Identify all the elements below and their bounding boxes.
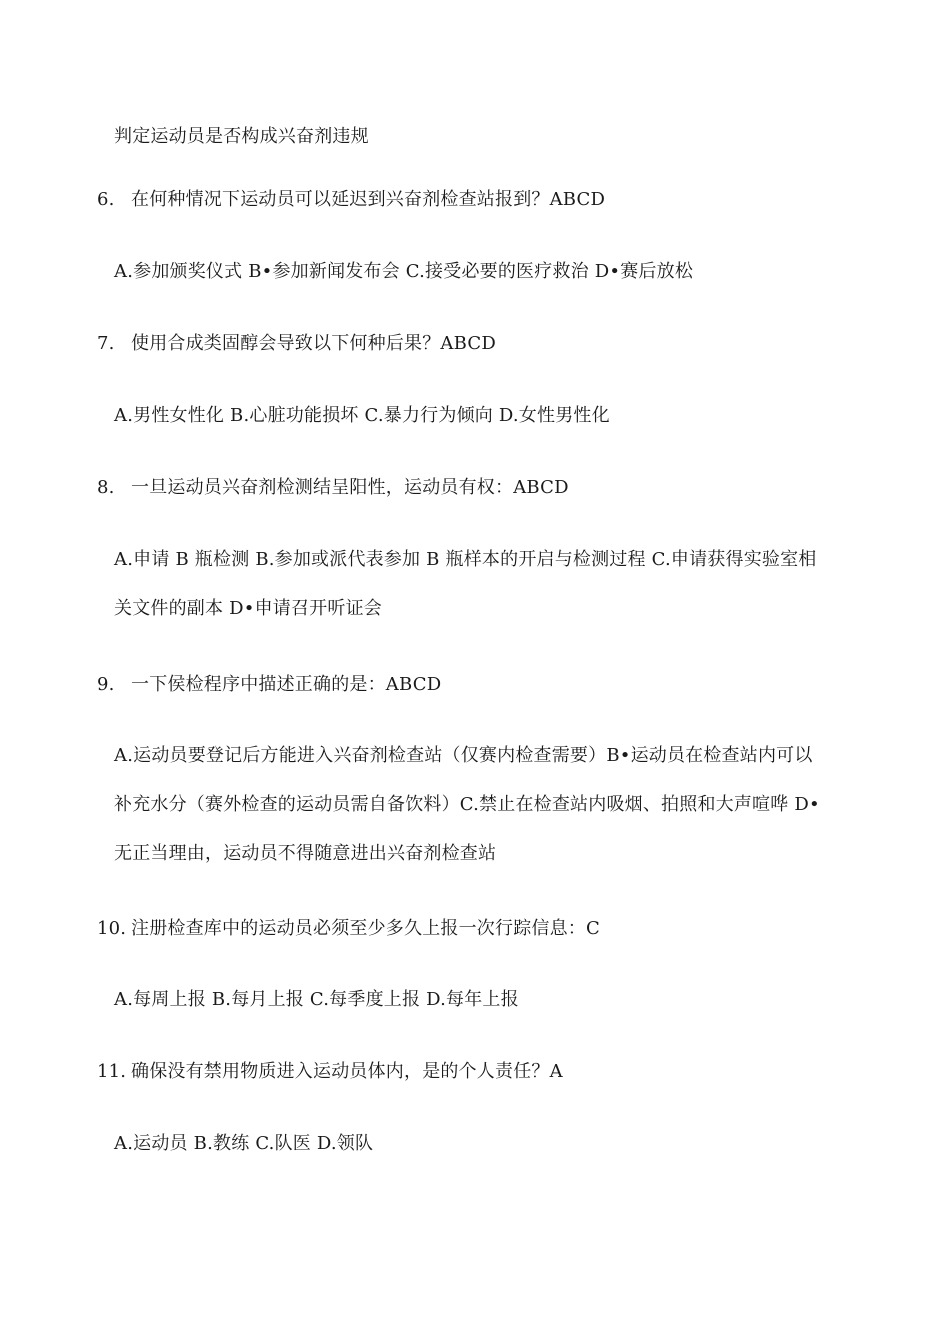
question-6-options: A.参加颁奖仪式 B•参加新闻发布会 C.接受必要的医疗救治 D•赛后放松: [114, 261, 694, 282]
question-text: 一旦运动员兴奋剂检测结呈阳性，运动员有权：ABCD: [131, 477, 569, 498]
question-text: 在何种情况下运动员可以延迟到兴奋剂检查站报到？ABCD: [131, 189, 606, 210]
question-11: [97, 1059, 563, 1085]
question-text: 一下侯检程序中描述正确的是：ABCD: [131, 674, 442, 695]
question-text: 使用合成类固醇会导致以下何种后果？ABCD: [131, 333, 496, 354]
question-9: [97, 672, 441, 698]
question-11-options: A.运动员 B.教练 C.队医 D.领队: [114, 1133, 374, 1154]
question-10: [97, 916, 600, 942]
question-9-options-line-1: A.运动员要登记后方能进入兴奋剂检查站（仅赛内检查需要）B•运动员在检查站内可以: [114, 745, 813, 766]
question-6: [97, 187, 605, 213]
question-number: 11.: [97, 1061, 127, 1082]
question-number: 7.: [97, 333, 115, 354]
question-7-options: A.男性女性化 B.心脏功能损坏 C.暴力行为倾向 D.女性男性化: [114, 405, 610, 426]
question-10-options: A.每周上报 B.每月上报 C.每季度上报 D.每年上报: [114, 989, 519, 1010]
question-number: 6.: [97, 189, 115, 210]
question-text: 确保没有禁用物质进入运动员体内，是的个人责任？A: [131, 1061, 563, 1082]
question-8-options-line-1: A.申请 B 瓶检测 B.参加或派代表参加 B 瓶样本的开启与检测过程 C.申请获得实验室相: [114, 549, 817, 570]
question-9-options-line-3: 无正当理由，运动员不得随意进出兴奋剂检查站: [114, 843, 497, 864]
question-number: 9.: [97, 674, 115, 695]
question-number: 8.: [97, 477, 115, 498]
question-number: 10.: [97, 918, 127, 939]
question-7: [97, 331, 496, 357]
question-8: [97, 475, 569, 501]
question-9-options-line-2: 补充水分（赛外检查的运动员需自备饮料）C.禁止在检查站内吸烟、拍照和大声喧哗 D•: [114, 794, 820, 815]
question-text: 注册检查库中的运动员必须至少多久上报一次行踪信息：C: [131, 918, 600, 939]
question-8-options-line-2: 关文件的副本 D•申请召开听证会: [114, 598, 382, 619]
intro-line: 判定运动员是否构成兴奋剂违规: [114, 126, 369, 147]
